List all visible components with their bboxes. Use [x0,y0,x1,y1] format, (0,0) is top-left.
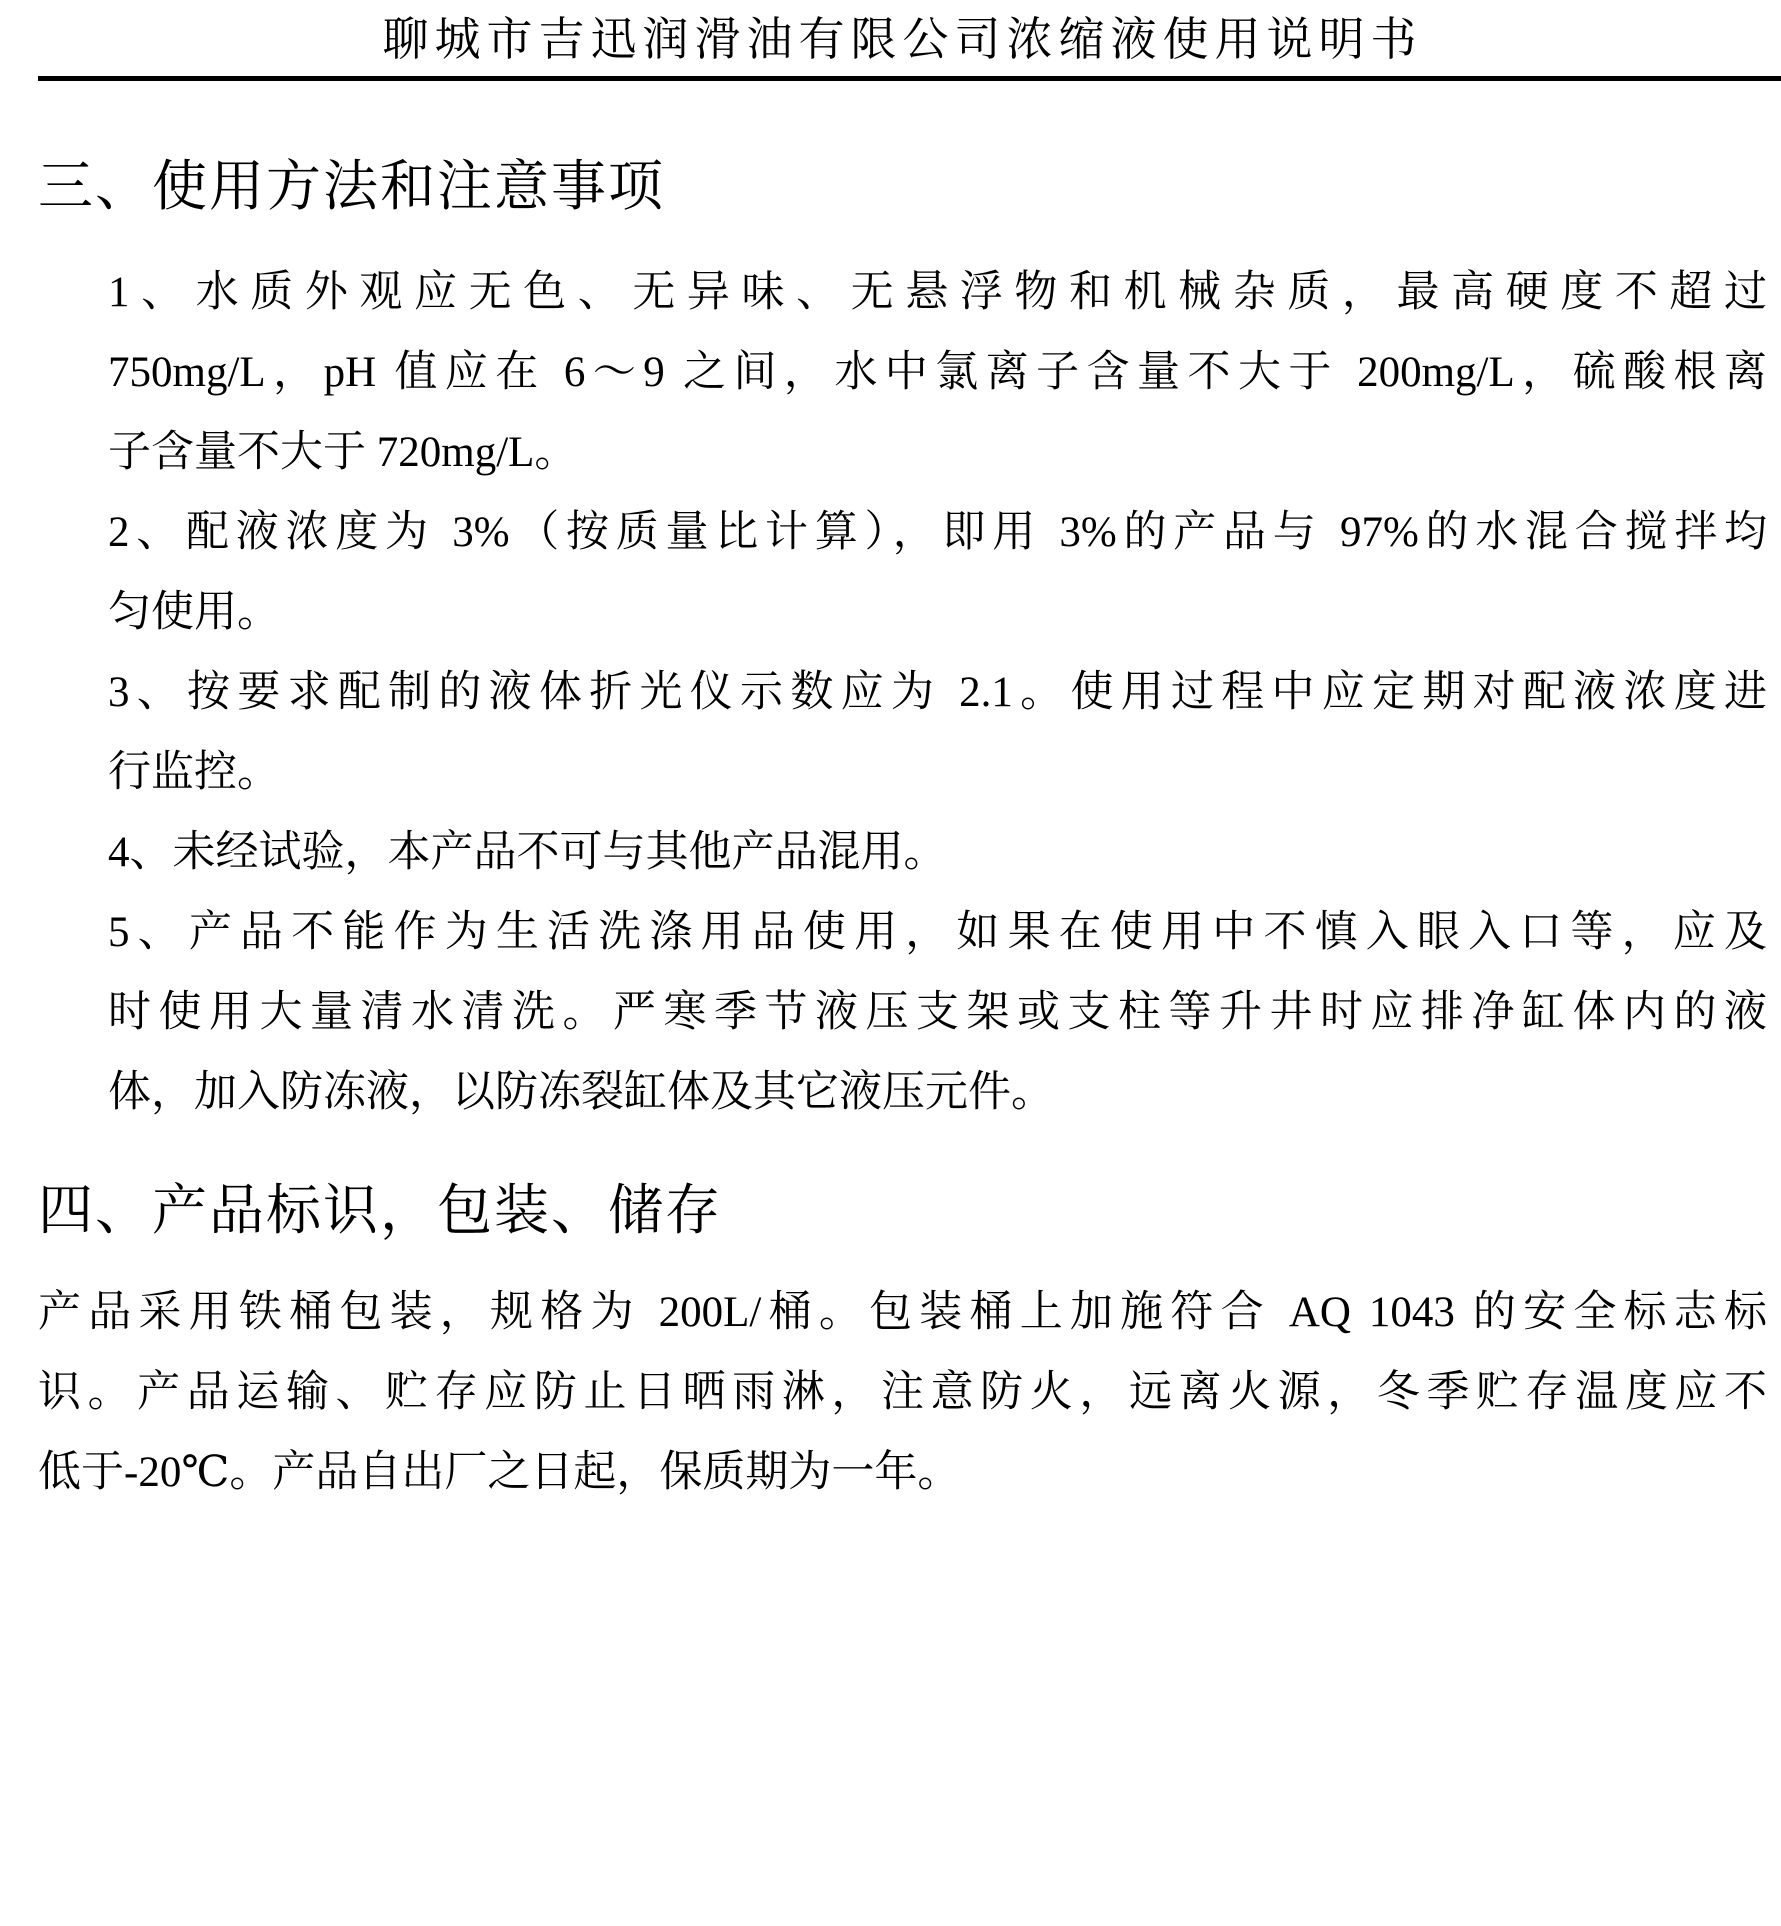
list-item-1-line-2: 750mg/L，pH 值应在 6～9 之间，水中氯离子含量不大于 200mg/L，硫酸根离 [108,349,1767,396]
paragraph-line-2: 识。产品运输、贮存应防止日晒雨淋，注意防火，远离火源，冬季贮存温度应不 [38,1369,1767,1416]
list-item-5 [38,893,1767,1133]
list-item-3-line-2: 行监控。 [108,749,280,796]
section-4-heading: 四、产品标识，包装、储存 [38,1180,723,1241]
list-item-1 [38,253,1767,493]
list-item-2-line-2: 匀使用。 [108,589,280,636]
list-item-3 [38,653,1767,813]
list-item-1-line-3: 子含量不大于 720mg/L。 [108,429,578,476]
section-3-body [38,253,1767,1133]
list-item-2-line-1: 2、配液浓度为 3%（按质量比计算），即用 3%的产品与 97%的水混合搅拌均 [108,509,1767,556]
list-item-4-line-1: 4、未经试验，本产品不可与其他产品混用。 [108,829,947,876]
paragraph-line-3: 低于-20℃。产品自出厂之日起，保质期为一年。 [38,1449,961,1496]
section-4-paragraph [38,1273,1767,1513]
list-item-2 [38,493,1767,653]
list-item-5-line-1: 5、产品不能作为生活洗涤用品使用，如果在使用中不慎入眼入口等，应及 [108,909,1767,956]
list-item-1-line-1: 1、水质外观应无色、无异味、无悬浮物和机械杂质，最高硬度不超过 [108,269,1767,316]
list-item-3-line-1: 3、按要求配制的液体折光仪示数应为 2.1。使用过程中应定期对配液浓度进 [108,669,1767,716]
paragraph-line-1: 产品采用铁桶包装，规格为 200L/桶。包装桶上加施符合 AQ 1043 的安全标志标 [38,1289,1767,1336]
list-item-4 [38,813,1767,893]
doc-title: 聊城市吉迅润滑油有限公司浓缩液使用说明书 [382,14,1423,65]
list-item-5-line-3: 体，加入防冻液，以防冻裂缸体及其它液压元件。 [108,1069,1054,1116]
section-3-heading: 三、使用方法和注意事项 [38,156,666,217]
list-item-5-line-2: 时使用大量清水清洗。严寒季节液压支架或支柱等升井时应排净缸体内的液 [108,989,1767,1036]
title-divider-rule [38,76,1781,81]
